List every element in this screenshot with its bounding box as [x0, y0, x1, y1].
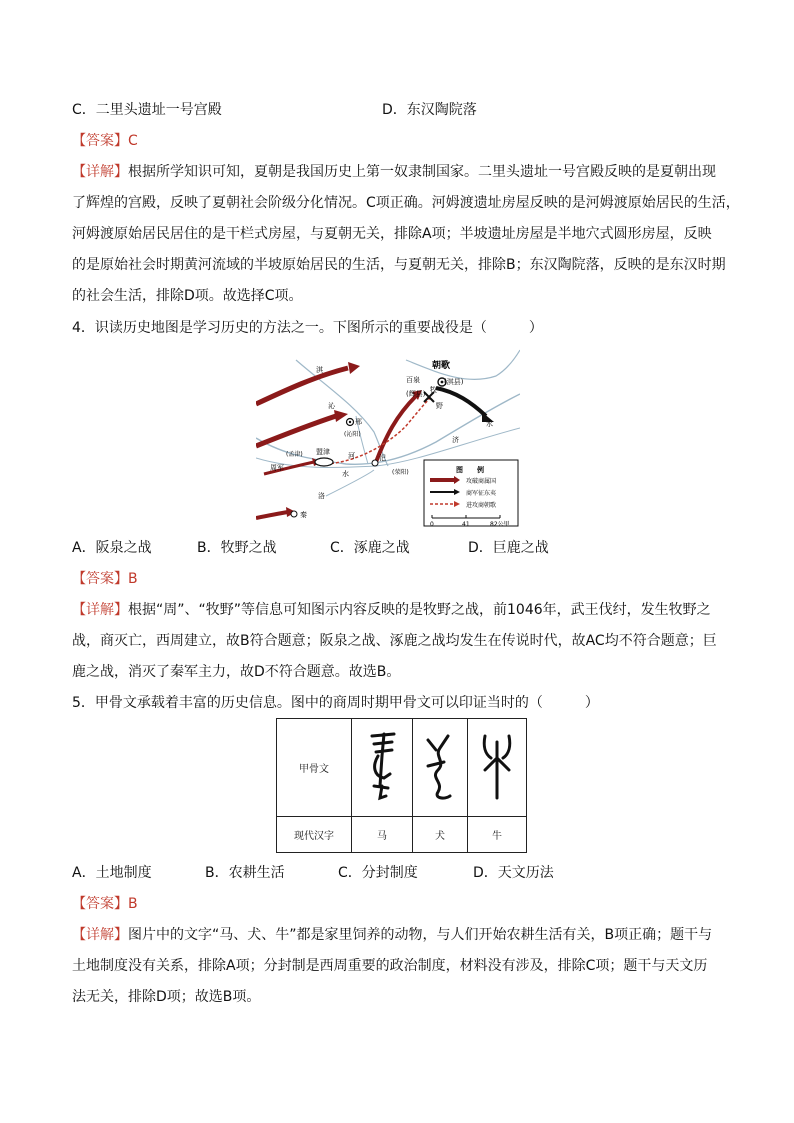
q5-option-d: D．天文历法	[473, 865, 554, 881]
modern-char-ox: 牛	[468, 817, 527, 853]
q4-detail-line-2: 战，商灭亡，西周建立，故B符合题意；阪泉之战、涿鹿之战均发生在传说时代，故AC均不符合题意；巨	[72, 633, 717, 649]
legend-item-3: 进攻商朝歌	[466, 502, 497, 509]
q5-option-c: C．分封制度	[338, 865, 418, 881]
q5-detail-line-1: 【详解】图片中的文字“马、犬、牛”都是家里饲养的动物，与人们开始农耕生活有关，B项正确；题干与	[72, 927, 713, 943]
label-ye: 野	[436, 402, 443, 410]
label-xing: 邢	[355, 418, 362, 426]
detail-label: 【详解】	[72, 164, 128, 180]
modern-char-horse: 马	[352, 817, 413, 853]
row-label-modern: 现代汉字	[277, 817, 352, 853]
detail-label: 【详解】	[72, 602, 128, 618]
q4-question: 4．识读历史地图是学习历史的方法之一。下图所示的重要战役是（ ）	[72, 320, 543, 336]
q5-option-b: B．农耕生活	[205, 865, 285, 881]
label-shui-2: 水	[342, 470, 349, 478]
label-he: 河	[348, 452, 355, 460]
label-mengjin: 盟津	[316, 448, 330, 456]
label-mengjin-2: (孟津)	[286, 451, 303, 458]
detail-label: 【详解】	[72, 927, 128, 943]
scale-82: 82公里	[490, 521, 510, 528]
label-qixian: (淇县)	[444, 378, 464, 386]
q4-option-a: A．阪泉之战	[72, 540, 152, 556]
answer-label: 【答案】	[72, 571, 128, 587]
oracle-bone-table	[276, 718, 527, 853]
q5-answer	[72, 894, 138, 914]
scale-41: 41	[462, 521, 470, 528]
label-luo: 洛	[318, 492, 325, 500]
q4-answer	[72, 569, 138, 589]
dog-glyph-icon	[420, 726, 460, 806]
label-zhoujun: 周军	[270, 464, 284, 472]
answer-value: B	[128, 896, 138, 912]
legend-title: 图 例	[456, 466, 484, 474]
label-shui-1: 水	[486, 420, 493, 428]
q4-detail-line-3: 鹿之战，消灭了秦军主力，故D不符合题意。故选B。	[72, 664, 401, 680]
q3-option-c: C．二里头遗址一号宫殿	[72, 102, 222, 118]
label-chaoge: 朝歌	[432, 361, 451, 371]
q5-option-a: A．土地制度	[72, 865, 152, 881]
q5-detail-line-2: 土地制度没有关系，排除A项；分封制是西周重要的政治制度，材料没有涉及，排除C项；题干与天文历	[72, 958, 708, 974]
label-qin-river: 沁	[328, 402, 335, 410]
answer-value: C	[128, 133, 138, 149]
q5-detail-line-3: 法无关，排除D项；故选B项。	[72, 989, 261, 1005]
answer-value: B	[128, 571, 138, 587]
label-qin-city: 秦	[300, 511, 307, 519]
ox-glyph-icon	[477, 726, 517, 806]
q3-detail-line-4: 的是原始社会时期黄河流域的半坡原始居民的生活，与夏朝无关，排除B；东汉陶院落，反映的是东汉时期	[72, 257, 726, 273]
q4-option-c: C．涿鹿之战	[330, 540, 410, 556]
q3-detail-line-5: 的社会生活，排除D项。故选择C项。	[72, 288, 303, 304]
q4-detail-line-1: 【详解】根据“周”、“牧野”等信息可知图示内容反映的是牧野之战，前1046年，武王伐纣，发生牧野之	[72, 602, 711, 618]
answer-label: 【答案】	[72, 133, 128, 149]
q3-answer	[72, 131, 138, 151]
q4-option-b: B．牧野之战	[197, 540, 277, 556]
label-ji-river: 济	[452, 436, 459, 444]
label-xingyang: (荥阳)	[392, 469, 409, 476]
label-qi-river: 淇	[316, 366, 323, 374]
label-mu: 牧	[430, 386, 437, 394]
city-qin-icon	[291, 511, 297, 517]
city-si-icon	[372, 460, 378, 466]
oracle-glyph-dog	[413, 719, 468, 817]
scale-0: 0	[430, 521, 434, 528]
legend-item-1: 攻破商属国	[466, 478, 497, 485]
answer-label: 【答案】	[72, 896, 128, 912]
label-huixian: (辉县)	[406, 390, 426, 398]
battle-map	[256, 346, 520, 528]
oracle-row	[277, 719, 527, 817]
q3-detail-line-3: 河姆渡原始居民居住的是干栏式房屋，与夏朝无关，排除A项；半坡遗址房屋是半地穴式圆形房屋，反映	[72, 226, 712, 242]
horse-glyph-icon	[362, 726, 402, 806]
oracle-glyph-ox	[468, 719, 527, 817]
modern-char-dog: 犬	[413, 817, 468, 853]
label-qinyang: (沁阳)	[344, 431, 361, 438]
label-si: 汜	[379, 454, 386, 462]
q4-option-d: D．巨鹿之战	[468, 540, 549, 556]
city-mengjin-icon	[315, 458, 333, 466]
oracle-glyph-horse	[352, 719, 413, 817]
q3-detail-line-1: 【详解】根据所学知识可知，夏朝是我国历史上第一奴隶制国家。二里头遗址一号宫殿反映的是夏朝出现	[72, 164, 716, 180]
label-baiquan: 百泉	[406, 376, 420, 384]
q3-detail-line-2: 了辉煌的宫殿，反映了夏朝社会阶级分化情况。C项正确。河姆渡遗址房屋反映的是河姆渡原始居民的生活，	[72, 195, 740, 211]
row-label-oracle: 甲骨文	[277, 719, 352, 817]
legend-item-2: 商军征东夷	[466, 490, 497, 497]
q3-option-d: D．东汉陶院落	[382, 102, 477, 118]
modern-row	[277, 817, 527, 853]
q5-question: 5．甲骨文承载着丰富的历史信息。图中的商周时期甲骨文可以印证当时的（ ）	[72, 695, 599, 711]
